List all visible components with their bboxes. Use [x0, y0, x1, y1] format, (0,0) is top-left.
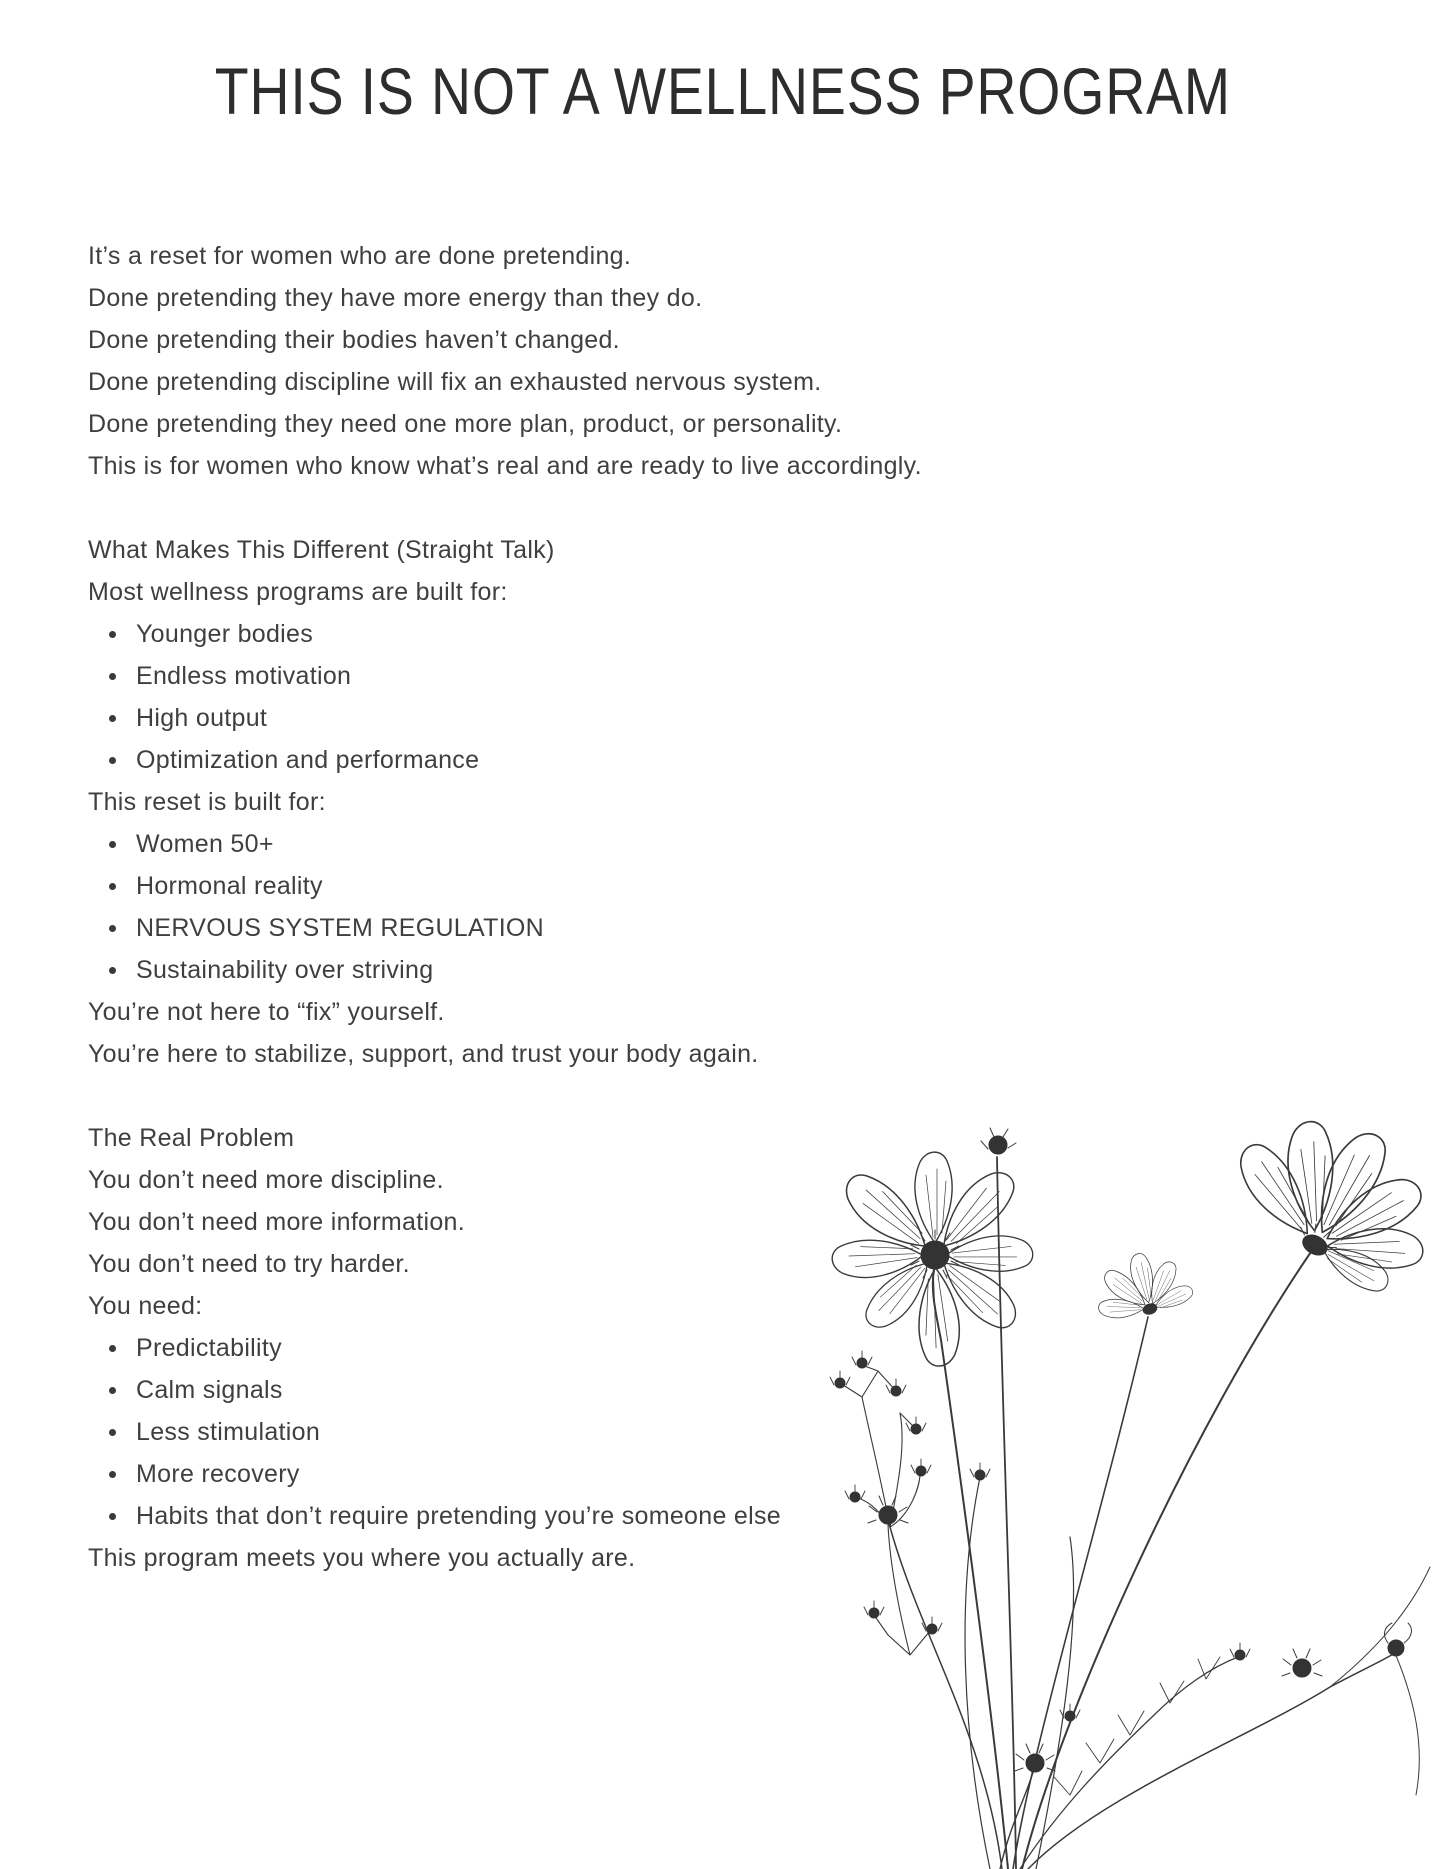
- text-line: Done pretending discipline will fix an exhausted nervous system.: [88, 368, 822, 396]
- bullet-icon: [109, 1345, 116, 1352]
- flower-sketch-icon: [770, 1095, 1445, 1869]
- list-item-text: Less stimulation: [136, 1418, 321, 1446]
- bullet-icon: [109, 673, 116, 680]
- text-line: This is for women who know what’s real and are ready to live accordingly.: [88, 452, 922, 480]
- list-item: [88, 613, 1048, 655]
- cosmos-flowers-illustration: [770, 1095, 1445, 1869]
- bullet-icon: [109, 967, 116, 974]
- what-makes-different-section: [88, 529, 1048, 1075]
- list-intro: This reset is built for:: [88, 788, 326, 816]
- list-item-text: Younger bodies: [136, 620, 314, 648]
- list-item-text: Predictability: [136, 1334, 282, 1362]
- bullet-icon: [109, 715, 116, 722]
- intro-paragraph: [88, 235, 1048, 487]
- bullet-icon: [109, 1387, 116, 1394]
- text-line: You’re not here to “fix” yourself.: [88, 998, 445, 1026]
- bullet-icon: [109, 841, 116, 848]
- list-item-text: Endless motivation: [136, 662, 352, 690]
- list-item-text: Habits that don’t require pretending you’re someone else: [136, 1502, 781, 1530]
- section-spacer: [88, 487, 1048, 529]
- bullet-icon: [109, 1471, 116, 1478]
- list-intro: You need:: [88, 1292, 203, 1320]
- list-item: [88, 739, 1048, 781]
- section-heading: What Makes This Different (Straight Talk): [88, 536, 555, 564]
- bullet-icon: [109, 757, 116, 764]
- reset-built-for-list: [88, 823, 1048, 991]
- list-item: [88, 907, 1048, 949]
- list-item: [88, 823, 1048, 865]
- list-item: [88, 655, 1048, 697]
- text-line: You don’t need more discipline.: [88, 1166, 444, 1194]
- bullet-icon: [109, 1429, 116, 1436]
- list-item-text: More recovery: [136, 1460, 300, 1488]
- list-item-text: Optimization and performance: [136, 746, 480, 774]
- list-item-text: Hormonal reality: [136, 872, 323, 900]
- list-item-text: Women 50+: [136, 830, 274, 858]
- list-item-text: Calm signals: [136, 1376, 283, 1404]
- section-heading: The Real Problem: [88, 1124, 295, 1152]
- text-line: Done pretending they have more energy than they do.: [88, 284, 703, 312]
- list-item: [88, 697, 1048, 739]
- bullet-icon: [109, 1513, 116, 1520]
- page-title-text: THIS IS NOT A WELLNESS PROGRAM: [214, 54, 1231, 128]
- text-line: You don’t need to try harder.: [88, 1250, 410, 1278]
- list-item-text: NERVOUS SYSTEM REGULATION: [136, 914, 545, 942]
- list-item-text: High output: [136, 704, 268, 732]
- list-item: [88, 949, 1048, 991]
- list-item-text: Sustainability over striving: [136, 956, 434, 984]
- text-line: Done pretending their bodies haven’t changed.: [88, 326, 620, 354]
- list-intro: Most wellness programs are built for:: [88, 578, 508, 606]
- text-line: It’s a reset for women who are done pretending.: [88, 242, 632, 270]
- bullet-icon: [109, 883, 116, 890]
- list-item: [88, 865, 1048, 907]
- text-line: You don’t need more information.: [88, 1208, 465, 1236]
- text-line: This program meets you where you actually are.: [88, 1544, 636, 1572]
- bullet-icon: [109, 925, 116, 932]
- page-title: [0, 54, 1445, 128]
- bullet-icon: [109, 631, 116, 638]
- text-line: You’re here to stabilize, support, and trust your body again.: [88, 1040, 759, 1068]
- built-for-list: [88, 613, 1048, 781]
- text-line: Done pretending they need one more plan, product, or personality.: [88, 410, 843, 438]
